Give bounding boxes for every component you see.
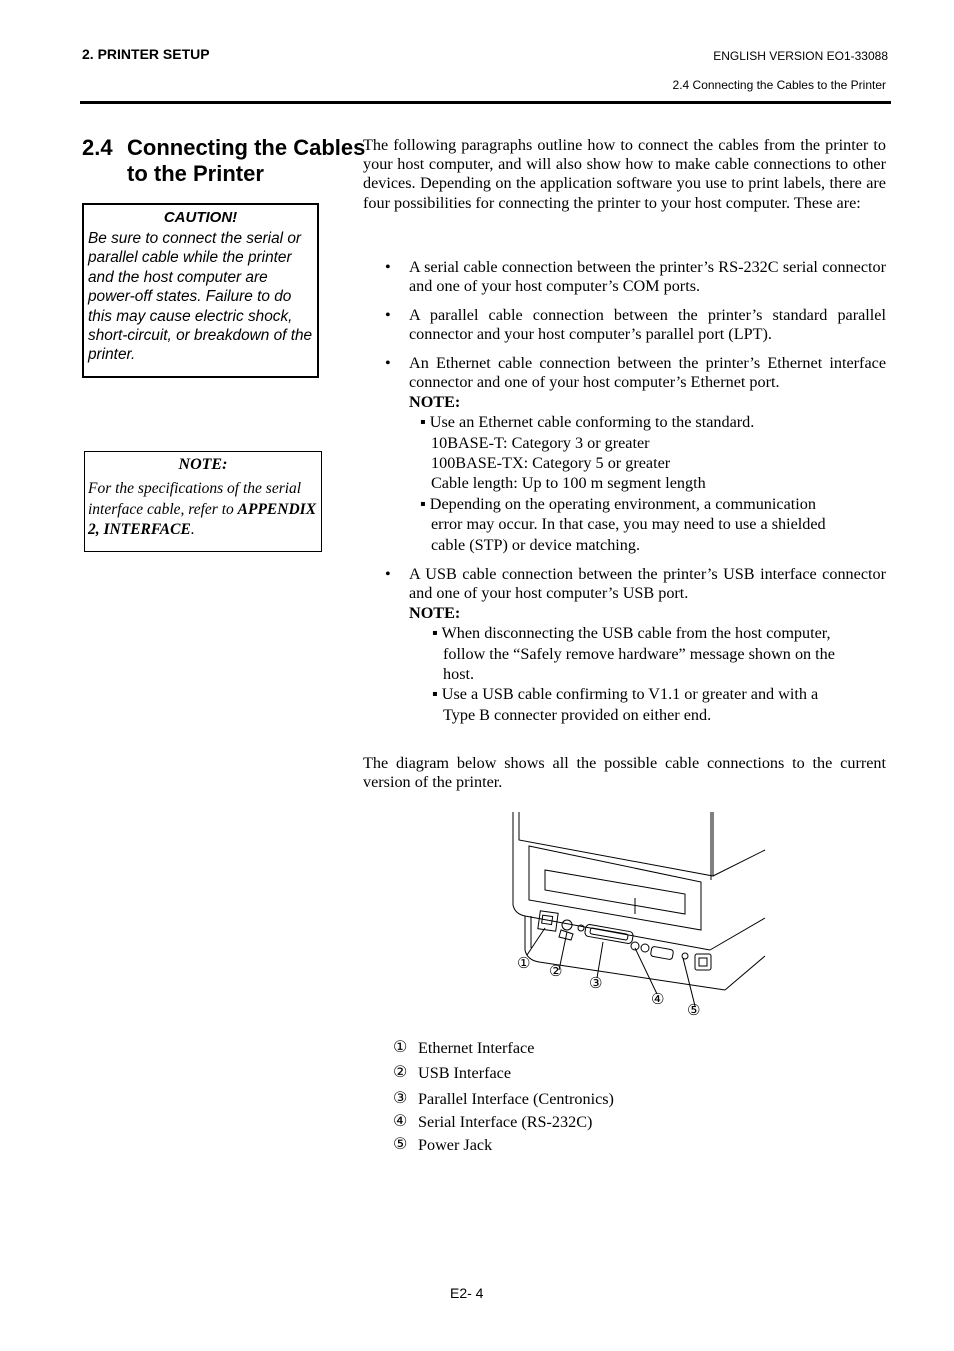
figure-callout-5: ⑤ xyxy=(687,1001,701,1019)
caution-title: CAUTION! xyxy=(163,209,238,226)
bullet-dot: • xyxy=(385,565,391,583)
bullet-text: A serial cable connection between the printer’s RS-232C serial connector and one of your host computer’s COM ports. xyxy=(409,258,886,296)
figure-callout-3: ③ xyxy=(589,974,603,992)
legend-number: ⑤ xyxy=(393,1136,408,1153)
version-header: ENGLISH VERSION EO1-33088 xyxy=(713,49,888,63)
bullet-usb xyxy=(363,565,886,725)
figure-callout-2: ② xyxy=(549,962,563,980)
legend-label: Serial Interface (RS-232C) xyxy=(418,1113,593,1131)
bullet-dot: • xyxy=(385,306,391,324)
side-note-reference: APPENDIX 2, INTERFACE xyxy=(88,500,317,538)
side-note-title: NOTE: xyxy=(178,456,228,473)
legend-number: ① xyxy=(393,1039,408,1056)
chapter-header: 2. PRINTER SETUP xyxy=(82,46,210,62)
bullet-ethernet xyxy=(363,354,886,555)
legend-label: Ethernet Interface xyxy=(418,1039,535,1057)
note-label: NOTE: xyxy=(409,603,461,622)
note-item: error may occur. In that case, you may need to use a shielded xyxy=(431,515,826,534)
side-note-box xyxy=(84,451,322,552)
caution-text: Be sure to connect the serial or parallel cable while the printer and the host computer are power-off states. Failure to do this may cause electric shock, short-circuit, or breakdown of the printer. xyxy=(88,230,313,364)
bullet-dot: • xyxy=(385,354,391,372)
side-note-text-end: . xyxy=(190,521,195,538)
side-note-text-start: For the specifications of the serial interface cable, refer to xyxy=(88,480,302,518)
note-item: 10BASE-T: Category 3 or greater xyxy=(431,433,650,452)
note-item: ▪ Use an Ethernet cable conforming to the standard. xyxy=(420,413,755,432)
section-header: 2.4 Connecting the Cables to the Printer xyxy=(672,78,886,92)
bullet-parallel xyxy=(363,306,886,345)
legend-label: USB Interface xyxy=(418,1064,512,1082)
note-item: follow the “Safely remove hardware” message shown on the xyxy=(443,644,835,663)
legend-label: Parallel Interface (Centronics) xyxy=(418,1090,614,1108)
printer-rear-diagram xyxy=(505,810,767,1022)
side-note-text xyxy=(85,474,321,541)
figure-callout-4: ④ xyxy=(651,990,665,1008)
bullet-text: A parallel cable connection between the printer’s standard parallel connector and your host computer’s parallel port (LPT). xyxy=(409,306,886,344)
figure-callout-1: ① xyxy=(517,954,531,972)
note-item: Type B connecter provided on either end. xyxy=(443,705,712,724)
legend-label: Power Jack xyxy=(418,1136,493,1154)
note-item: ▪ Use a USB cable confirming to V1.1 or greater and with a xyxy=(432,685,819,704)
note-item: 100BASE-TX: Category 5 or greater xyxy=(431,454,671,473)
legend-number: ③ xyxy=(393,1090,408,1107)
bullet-dot: • xyxy=(385,258,391,276)
header-rule xyxy=(80,101,891,104)
usb-note-items xyxy=(432,623,886,725)
legend-number: ② xyxy=(393,1064,408,1081)
diagram-intro: The diagram below shows all the possible cable connections to the current version of the printer. xyxy=(363,754,886,792)
note-item: host. xyxy=(443,665,475,684)
ethernet-note-items xyxy=(420,412,886,555)
bullet-text: A USB cable connection between the printer’s USB interface connector and one of your host computer’s USB port. xyxy=(409,565,886,603)
note-item: cable (STP) or device matching. xyxy=(431,535,641,554)
note-item: ▪ Depending on the operating environment, a communication xyxy=(420,494,816,513)
note-item: ▪ When disconnecting the USB cable from the host computer, xyxy=(432,624,831,643)
note-label: NOTE: xyxy=(409,392,461,411)
section-title-text: Connecting the Cables to the Printer xyxy=(127,135,366,186)
page-number: E2- 4 xyxy=(450,1285,484,1301)
legend-number: ④ xyxy=(393,1113,408,1130)
section-number: 2.4 xyxy=(82,135,113,160)
caution-box xyxy=(82,203,319,378)
bullet-text: An Ethernet cable connection between the printer’s Ethernet interface connector and one of your host computer’s Ethernet port. xyxy=(409,354,886,392)
intro-paragraph: The following paragraphs outline how to connect the cables from the printer to your host computer, and will also show how to make cable connections to other devices. Depending on the application software you use to print labels, there are four possibilities for connecting the printer to your host computer. These are: xyxy=(363,136,886,212)
bullet-serial xyxy=(363,258,886,297)
note-item: Cable length: Up to 100 m segment length xyxy=(431,474,706,493)
